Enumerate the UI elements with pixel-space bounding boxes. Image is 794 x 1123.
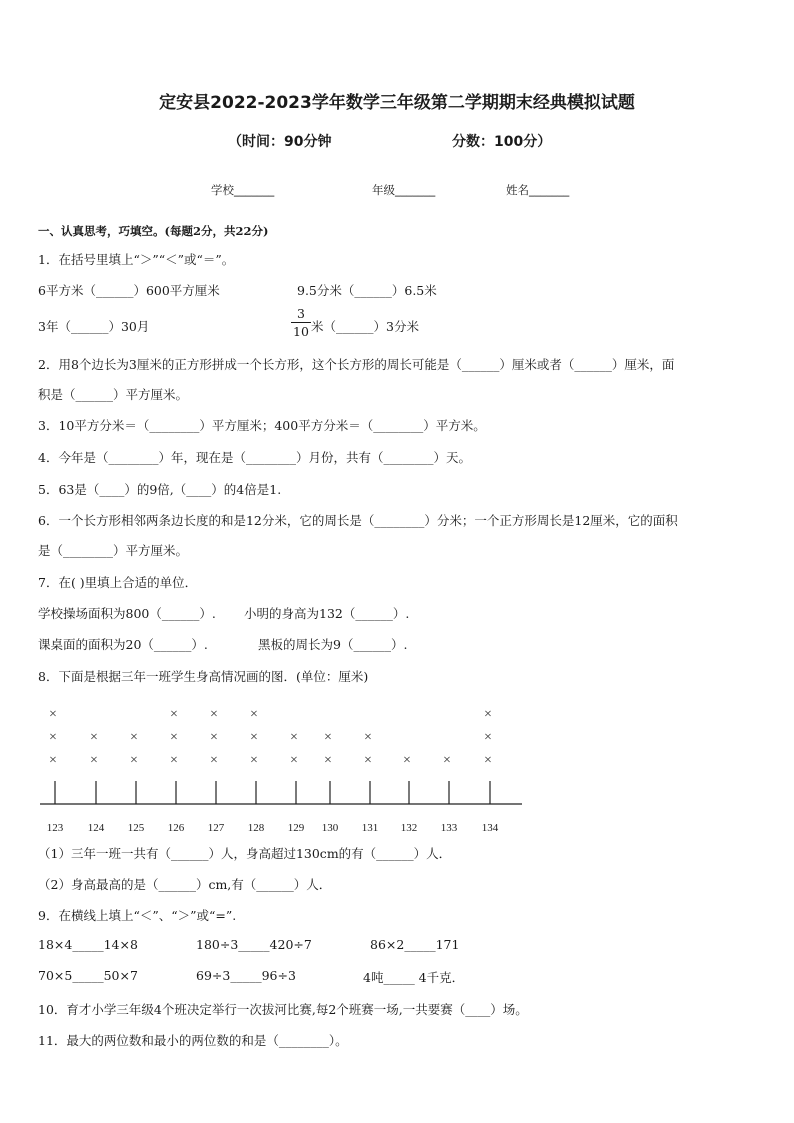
chart-mark: ×	[49, 730, 57, 745]
chart-mark: ×	[364, 753, 372, 768]
name-field: 姓名_______	[506, 183, 570, 197]
chart-mark: ×	[290, 753, 298, 768]
question-10: 10．育才小学三年级4个班决定举行一次拔河比赛,每2个班赛一场,一共要赛（____）场。	[38, 1002, 528, 1017]
chart-mark: ×	[250, 707, 258, 722]
chart-mark: ×	[170, 707, 178, 722]
question-9-c: 86×2_____171	[370, 937, 460, 952]
chart-tick-label: 130	[321, 822, 339, 834]
question-7-c: 课桌面的面积为20（______）.	[38, 637, 208, 652]
question-9-e: 69÷3_____96÷3	[196, 968, 296, 983]
question-1-d: 米（______）3分米	[311, 319, 419, 334]
question-2-line2: 积是（______）平方厘米。	[38, 387, 189, 402]
question-8-sub2: （2）身高最高的是（______）cm,有（______）人．	[38, 877, 332, 892]
chart-mark: ×	[250, 730, 258, 745]
chart-mark: ×	[210, 753, 218, 768]
grade-field: 年级_______	[372, 183, 436, 197]
section-heading: 一、认真思考，巧填空。(每题2分，共22分)	[38, 224, 269, 238]
question-1-b: 9.5分米（______）6.5米	[297, 283, 437, 298]
chart-mark: ×	[403, 753, 411, 768]
question-7-a: 学校操场面积为800（______）.	[38, 606, 216, 621]
chart-mark: ×	[170, 730, 178, 745]
chart-tick-label: 128	[247, 822, 265, 834]
chart-tick-label: 133	[440, 822, 458, 834]
question-7-b: 小明的身高为132（______）.	[244, 606, 410, 621]
chart-mark: ×	[364, 730, 372, 745]
question-7: 7．在( )里填上合适的单位．	[38, 575, 198, 590]
chart-mark: ×	[90, 730, 98, 745]
chart-mark: ×	[484, 730, 492, 745]
question-1: 1．在括号里填上“＞”“＜”或“＝”。	[38, 252, 235, 267]
fraction-numerator: 3	[297, 306, 305, 321]
question-3: 3．10平方分米＝（________）平方厘米；400平方分米＝（________）平方米。	[38, 418, 486, 433]
chart-mark: ×	[443, 753, 451, 768]
exam-time: （时间：90分钟	[228, 134, 332, 150]
chart-tick-label: 127	[207, 822, 225, 834]
chart-mark: ×	[170, 753, 178, 768]
question-9-b: 180÷3_____420÷7	[196, 937, 312, 952]
chart-tick-label: 132	[400, 822, 418, 834]
fraction-bar	[291, 322, 311, 323]
question-9: 9．在横线上填上“＜”、“＞”或“=”.	[38, 908, 237, 923]
question-7-d: 黑板的周长为9（______）.	[258, 637, 408, 652]
question-1-c: 3年（______）30月	[38, 319, 150, 334]
question-9-f: 4吨_____ 4千克．	[363, 970, 465, 985]
question-9-a: 18×4_____14×8	[38, 937, 138, 952]
question-8: 8．下面是根据三年一班学生身高情况画的图．(单位：厘米)	[38, 669, 369, 684]
chart-tick-label: 125	[127, 822, 145, 834]
question-6-line2: 是（________）平方厘米。	[38, 543, 189, 558]
chart-mark: ×	[484, 707, 492, 722]
chart-tick-label: 126	[167, 822, 185, 834]
question-2-line1: 2．用8个边长为3厘米的正方形拼成一个长方形，这个长方形的周长可能是（______）厘米或者（______）厘米，面	[38, 357, 675, 372]
school-field: 学校_______	[211, 183, 275, 197]
exam-score: 分数：100分）	[452, 134, 552, 150]
chart-tick-label: 134	[481, 822, 499, 834]
chart-tick-label: 129	[287, 822, 305, 834]
chart-mark: ×	[49, 707, 57, 722]
height-chart	[0, 700, 560, 840]
chart-mark: ×	[49, 753, 57, 768]
chart-mark: ×	[324, 753, 332, 768]
fraction-3-10	[291, 306, 311, 339]
question-5: 5．63是（____）的9倍,（____）的4倍是1.	[38, 482, 282, 497]
chart-mark: ×	[324, 730, 332, 745]
question-1-a: 6平方米（______）600平方厘米	[38, 283, 220, 298]
chart-tick-label: 123	[46, 822, 64, 834]
chart-mark: ×	[210, 730, 218, 745]
chart-mark: ×	[130, 753, 138, 768]
chart-mark: ×	[484, 753, 492, 768]
question-9-d: 70×5_____50×7	[38, 968, 138, 983]
question-11: 11．最大的两位数和最小的两位数的和是（________）。	[38, 1033, 348, 1048]
fraction-denominator: 10	[293, 324, 309, 339]
chart-mark: ×	[290, 730, 298, 745]
chart-tick-label: 124	[87, 822, 105, 834]
page-title: 定安县2022-2023学年数学三年级第二学期期末经典模拟试题	[159, 93, 635, 113]
chart-mark: ×	[90, 753, 98, 768]
chart-mark: ×	[130, 730, 138, 745]
question-6-line1: 6．一个长方形相邻两条边长度的和是12分米，它的周长是（________）分米；一个正方形周长是12厘米，它的面积	[38, 513, 678, 528]
chart-tick-label: 131	[361, 822, 379, 834]
chart-mark: ×	[250, 753, 258, 768]
question-8-sub1: （1）三年一班一共有（______）人，身高超过130cm的有（______）人．	[38, 846, 452, 861]
chart-mark: ×	[210, 707, 218, 722]
question-4: 4．今年是（________）年，现在是（________）月份，共有（________）天。	[38, 450, 471, 465]
